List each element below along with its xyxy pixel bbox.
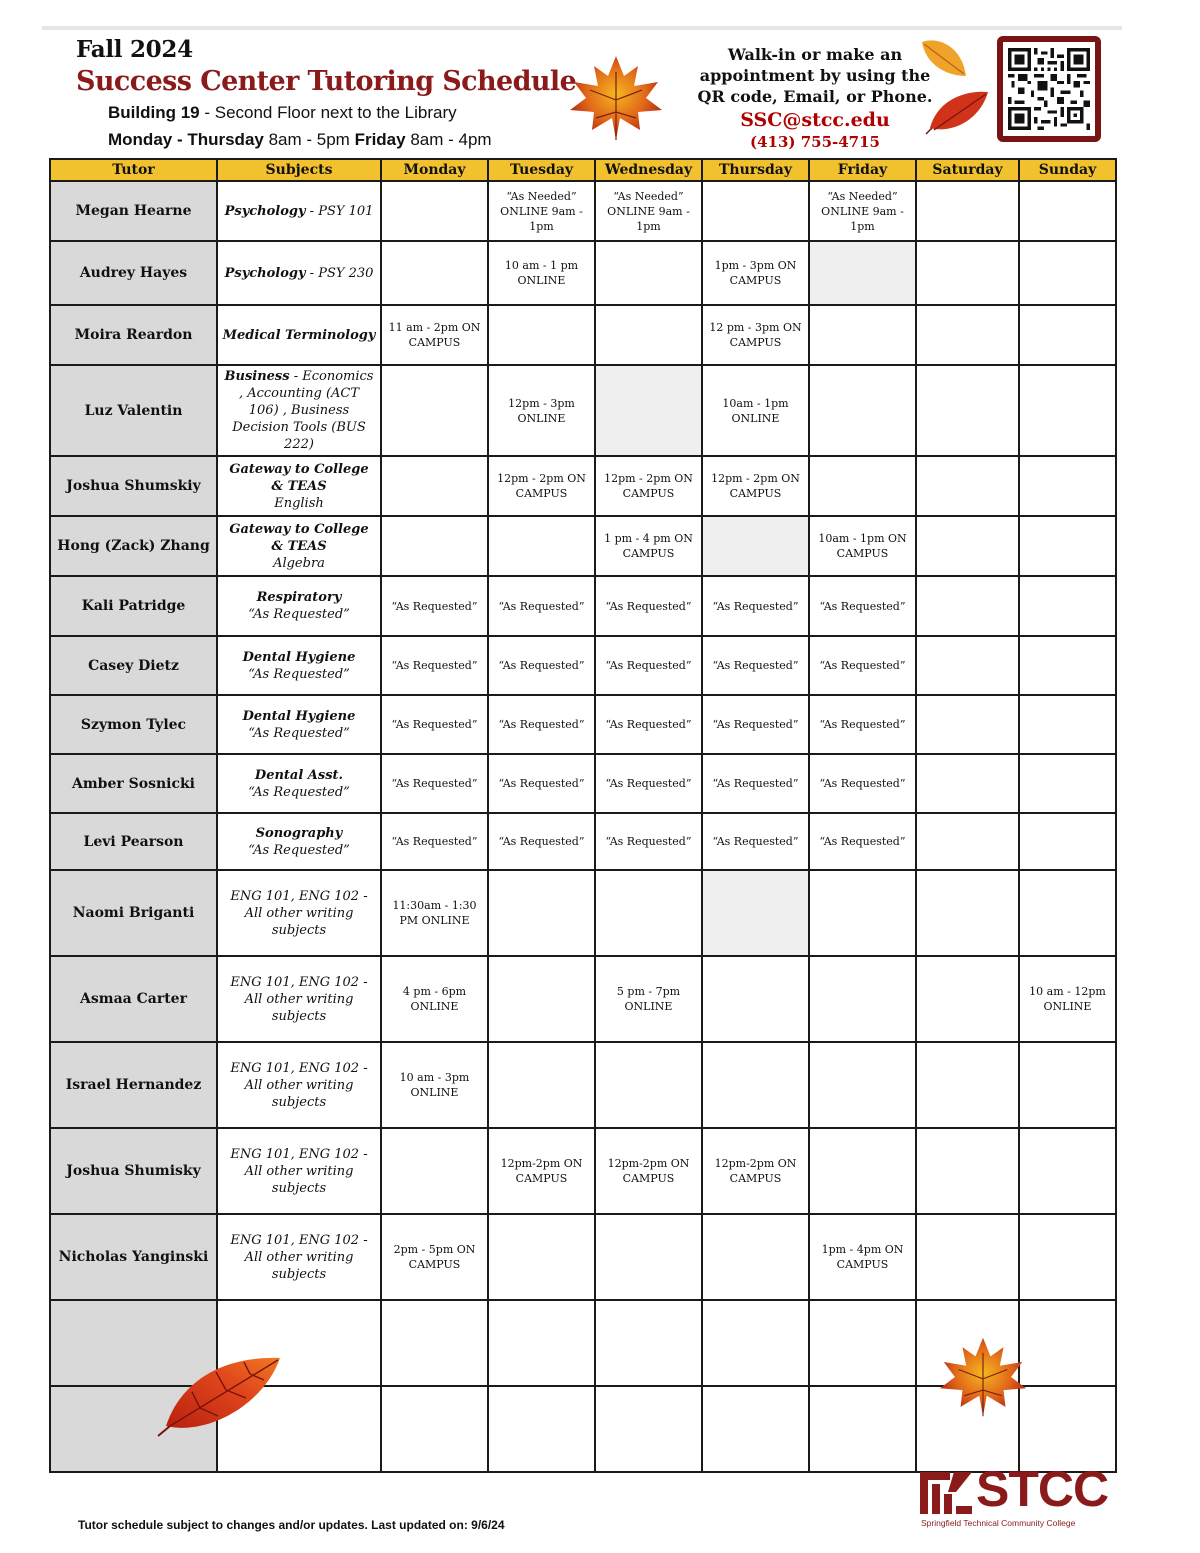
slot-tuesday: 10 am - 1 pm ONLINE <box>488 241 595 305</box>
slot-friday <box>809 956 916 1042</box>
slot-monday <box>381 1386 488 1472</box>
slot-thursday: “As Requested” <box>702 813 809 870</box>
contact-block <box>690 44 940 151</box>
tutor-name: Luz Valentin <box>50 365 217 456</box>
slot-monday: “As Requested” <box>381 754 488 813</box>
subject-detail: “As Requested” <box>248 607 350 622</box>
slot-tuesday <box>488 870 595 956</box>
slot-monday: “As Requested” <box>381 695 488 754</box>
slot-sunday <box>1019 181 1116 241</box>
slot-wednesday <box>595 1300 702 1386</box>
column-header-sunday: Sunday <box>1019 159 1116 181</box>
subject-title: Dental Hygiene <box>242 708 356 724</box>
schedule-table <box>49 158 1117 1473</box>
slot-monday <box>381 365 488 456</box>
slot-monday: 11:30am - 1:30 PM ONLINE <box>381 870 488 956</box>
slot-sunday <box>1019 754 1116 813</box>
table-row <box>50 956 1116 1042</box>
slot-tuesday <box>488 1300 595 1386</box>
slot-sunday <box>1019 870 1116 956</box>
slot-saturday <box>916 181 1019 241</box>
tutor-name: Kali Patridge <box>50 576 217 636</box>
maple-leaf-icon <box>936 1334 1030 1420</box>
hours-time-2: 8am - 4pm <box>405 130 492 149</box>
table-row <box>50 695 1116 754</box>
slot-tuesday: “As Requested” <box>488 754 595 813</box>
subject-cell <box>217 456 381 516</box>
slot-sunday <box>1019 813 1116 870</box>
slot-monday: “As Requested” <box>381 636 488 695</box>
slot-saturday <box>916 695 1019 754</box>
subject-title: Sonography <box>255 825 343 841</box>
column-header-thursday: Thursday <box>702 159 809 181</box>
table-row <box>50 870 1116 956</box>
slot-tuesday <box>488 956 595 1042</box>
slot-tuesday: “As Needed” ONLINE 9am - 1pm <box>488 181 595 241</box>
table-row <box>50 1214 1116 1300</box>
slot-monday: “As Requested” <box>381 576 488 636</box>
slot-wednesday <box>595 241 702 305</box>
contact-email[interactable]: SSC@stcc.edu <box>740 109 890 131</box>
subject-detail: - Economics , Accounting (ACT 106) , Business Decision Tools (BUS 222) <box>232 369 374 452</box>
subject-title: Medical Terminology <box>222 327 376 343</box>
slot-friday <box>809 1128 916 1214</box>
subject-title: Gateway to College & TEAS <box>229 461 369 494</box>
column-header-monday: Monday <box>381 159 488 181</box>
slot-saturday <box>916 365 1019 456</box>
slot-saturday <box>916 956 1019 1042</box>
slot-monday: 11 am - 2pm ON CAMPUS <box>381 305 488 365</box>
slot-saturday <box>916 636 1019 695</box>
slot-thursday: 10am - 1pm ONLINE <box>702 365 809 456</box>
column-header-friday: Friday <box>809 159 916 181</box>
slot-thursday: “As Requested” <box>702 576 809 636</box>
red-leaf-icon <box>924 88 992 136</box>
subject-cell <box>217 516 381 576</box>
subject-detail: - PSY 230 <box>305 265 374 281</box>
tutor-name: Amber Sosnicki <box>50 754 217 813</box>
slot-tuesday: “As Requested” <box>488 813 595 870</box>
slot-wednesday <box>595 305 702 365</box>
slot-sunday <box>1019 1300 1116 1386</box>
slot-sunday <box>1019 1214 1116 1300</box>
subject-cell <box>217 1214 381 1300</box>
slot-saturday <box>916 870 1019 956</box>
subject-cell <box>217 365 381 456</box>
table-row <box>50 181 1116 241</box>
slot-friday <box>809 305 916 365</box>
subject-title: Business <box>224 369 290 384</box>
contact-line-2: appointment by using the <box>699 66 931 85</box>
table-row <box>50 1042 1116 1128</box>
slot-tuesday <box>488 1042 595 1128</box>
tutor-name: Casey Dietz <box>50 636 217 695</box>
slot-friday <box>809 456 916 516</box>
column-header-tuesday: Tuesday <box>488 159 595 181</box>
tutor-name: Joshua Shumisky <box>50 1128 217 1214</box>
slot-tuesday <box>488 305 595 365</box>
location-building: Building 19 <box>108 103 200 122</box>
slot-wednesday: “As Requested” <box>595 636 702 695</box>
slot-monday: 2pm - 5pm ON CAMPUS <box>381 1214 488 1300</box>
slot-friday <box>809 365 916 456</box>
tutor-name: Levi Pearson <box>50 813 217 870</box>
subject-title: Gateway to College & TEAS <box>229 521 369 554</box>
slot-friday <box>809 870 916 956</box>
slot-wednesday: 1 pm - 4 pm ON CAMPUS <box>595 516 702 576</box>
slot-wednesday: 12pm - 2pm ON CAMPUS <box>595 456 702 516</box>
slot-wednesday <box>595 870 702 956</box>
slot-thursday: 12pm-2pm ON CAMPUS <box>702 1128 809 1214</box>
slot-wednesday <box>595 1386 702 1472</box>
slot-monday <box>381 516 488 576</box>
slot-thursday <box>702 516 809 576</box>
slot-thursday: “As Requested” <box>702 695 809 754</box>
slot-monday <box>381 456 488 516</box>
slot-wednesday: “As Needed” ONLINE 9am - 1pm <box>595 181 702 241</box>
slot-sunday <box>1019 1042 1116 1128</box>
tutor-name: Hong (Zack) Zhang <box>50 516 217 576</box>
slot-thursday <box>702 1386 809 1472</box>
logo-wordmark: STCC <box>976 1461 1109 1517</box>
tutor-name: Szymon Tylec <box>50 695 217 754</box>
slot-saturday <box>916 305 1019 365</box>
subject-cell <box>217 956 381 1042</box>
subject-detail: “As Requested” <box>248 842 350 858</box>
header-block <box>76 36 577 151</box>
slot-monday: “As Requested” <box>381 813 488 870</box>
slot-thursday <box>702 870 809 956</box>
location-detail: - Second Floor next to the Library <box>199 103 457 122</box>
yellow-leaf-icon <box>918 36 970 82</box>
slot-thursday <box>702 1042 809 1128</box>
tutor-name: Joshua Shumskiy <box>50 456 217 516</box>
subject-cell <box>217 754 381 813</box>
subject-title: Dental Asst. <box>254 767 344 783</box>
slot-sunday <box>1019 516 1116 576</box>
slot-tuesday: “As Requested” <box>488 636 595 695</box>
column-header-wednesday: Wednesday <box>595 159 702 181</box>
slot-friday: “As Requested” <box>809 636 916 695</box>
red-leaf-icon <box>156 1354 284 1438</box>
slot-saturday <box>916 813 1019 870</box>
slot-wednesday: “As Requested” <box>595 754 702 813</box>
slot-thursday <box>702 181 809 241</box>
table-header-row <box>50 159 1116 181</box>
subject-detail: English <box>274 495 324 511</box>
table-row <box>50 1128 1116 1214</box>
slot-tuesday: 12pm - 2pm ON CAMPUS <box>488 456 595 516</box>
slot-wednesday: “As Requested” <box>595 576 702 636</box>
subject-detail: - PSY 101 <box>305 203 374 219</box>
slot-sunday <box>1019 576 1116 636</box>
table-row <box>50 365 1116 456</box>
subject-detail: ENG 101, ENG 102 - All other writing subjects <box>230 888 368 938</box>
subject-cell <box>217 870 381 956</box>
subject-title: Psychology <box>224 265 306 281</box>
slot-sunday <box>1019 695 1116 754</box>
slot-monday: 10 am - 3pm ONLINE <box>381 1042 488 1128</box>
slot-thursday: 12 pm - 3pm ON CAMPUS <box>702 305 809 365</box>
subject-detail: ENG 101, ENG 102 - All other writing subjects <box>230 1146 368 1196</box>
page-title: Success Center Tutoring Schedule <box>76 66 577 97</box>
qr-code[interactable] <box>997 36 1101 142</box>
subject-title: Psychology <box>224 203 306 219</box>
contact-phone[interactable]: (413) 755-4715 <box>749 133 880 151</box>
hours-days-1: Monday - Thursday <box>108 130 264 149</box>
slot-sunday <box>1019 365 1116 456</box>
slot-wednesday: “As Requested” <box>595 695 702 754</box>
hours-days-2: Friday <box>354 130 406 149</box>
slot-saturday <box>916 576 1019 636</box>
subject-title: Dental Hygiene <box>242 649 356 665</box>
slot-saturday <box>916 241 1019 305</box>
subject-detail: ENG 101, ENG 102 - All other writing subjects <box>230 1232 368 1282</box>
slot-wednesday: 12pm-2pm ON CAMPUS <box>595 1128 702 1214</box>
subject-cell <box>217 636 381 695</box>
slot-friday: 10am - 1pm ON CAMPUS <box>809 516 916 576</box>
subject-detail: ENG 101, ENG 102 - All other writing subjects <box>230 974 368 1024</box>
slot-tuesday: 12pm-2pm ON CAMPUS <box>488 1128 595 1214</box>
table-row <box>50 754 1116 813</box>
slot-monday: 4 pm - 6pm ONLINE <box>381 956 488 1042</box>
location-line <box>108 102 556 124</box>
subject-cell <box>217 576 381 636</box>
table-row <box>50 813 1116 870</box>
slot-friday <box>809 1386 916 1472</box>
column-header-tutor: Tutor <box>50 159 217 181</box>
table-row <box>50 305 1116 365</box>
slot-saturday <box>916 516 1019 576</box>
subject-cell <box>217 813 381 870</box>
tutor-name: Megan Hearne <box>50 181 217 241</box>
subject-cell <box>217 241 381 305</box>
logo-college-name: Springfield Technical Community College <box>921 1518 1076 1528</box>
subject-detail: ENG 101, ENG 102 - All other writing subjects <box>230 1060 368 1110</box>
slot-thursday <box>702 956 809 1042</box>
hours-time-1: 8am - 5pm <box>263 130 355 149</box>
slot-tuesday: 12pm - 3pm ONLINE <box>488 365 595 456</box>
slot-friday: 1pm - 4pm ON CAMPUS <box>809 1214 916 1300</box>
slot-saturday <box>916 456 1019 516</box>
slot-sunday <box>1019 456 1116 516</box>
slot-tuesday: “As Requested” <box>488 576 595 636</box>
slot-monday <box>381 1128 488 1214</box>
tutor-name: Asmaa Carter <box>50 956 217 1042</box>
subject-cell <box>217 1128 381 1214</box>
subject-cell <box>217 305 381 365</box>
subject-title: Respiratory <box>256 590 342 605</box>
slot-wednesday: 5 pm - 7pm ONLINE <box>595 956 702 1042</box>
slot-tuesday <box>488 1214 595 1300</box>
slot-thursday: “As Requested” <box>702 754 809 813</box>
slot-wednesday <box>595 365 702 456</box>
subject-detail: “As Requested” <box>248 666 350 682</box>
subject-cell <box>217 695 381 754</box>
tutor-name: Audrey Hayes <box>50 241 217 305</box>
slot-saturday <box>916 754 1019 813</box>
hours-line <box>108 129 556 151</box>
tutor-name: Naomi Briganti <box>50 870 217 956</box>
slot-tuesday: “As Requested” <box>488 695 595 754</box>
slot-friday: “As Requested” <box>809 695 916 754</box>
slot-thursday <box>702 1214 809 1300</box>
slot-saturday <box>916 1128 1019 1214</box>
slot-sunday <box>1019 1128 1116 1214</box>
slot-monday <box>381 181 488 241</box>
contact-line-1: Walk-in or make an <box>727 45 903 64</box>
subject-detail: Algebra <box>273 555 325 571</box>
slot-thursday: “As Requested” <box>702 636 809 695</box>
slot-thursday <box>702 1300 809 1386</box>
column-header-subjects: Subjects <box>217 159 381 181</box>
subject-detail: “As Requested” <box>248 725 350 741</box>
table-row <box>50 636 1116 695</box>
slot-monday <box>381 1300 488 1386</box>
table-row <box>50 456 1116 516</box>
slot-friday <box>809 1300 916 1386</box>
slot-saturday <box>916 1214 1019 1300</box>
slot-tuesday <box>488 1386 595 1472</box>
footer-note: Tutor schedule subject to changes and/or updates. Last updated on: 9/6/24 <box>78 1518 505 1532</box>
maple-leaf-icon <box>566 52 666 144</box>
slot-tuesday <box>488 516 595 576</box>
table-row <box>50 516 1116 576</box>
slot-sunday <box>1019 241 1116 305</box>
slot-wednesday <box>595 1042 702 1128</box>
slot-saturday <box>916 1042 1019 1128</box>
contact-line-3: QR code, Email, or Phone. <box>697 87 933 106</box>
slot-wednesday: “As Requested” <box>595 813 702 870</box>
slot-friday: “As Requested” <box>809 754 916 813</box>
subject-detail: “As Requested” <box>248 784 350 800</box>
slot-friday: “As Needed” ONLINE 9am - 1pm <box>809 181 916 241</box>
slot-thursday: 1pm - 3pm ON CAMPUS <box>702 241 809 305</box>
slot-sunday <box>1019 636 1116 695</box>
subject-cell <box>217 1042 381 1128</box>
column-header-saturday: Saturday <box>916 159 1019 181</box>
subject-cell <box>217 181 381 241</box>
stcc-logo <box>918 1461 1109 1532</box>
slot-wednesday <box>595 1214 702 1300</box>
stcc-logo-mark-icon <box>920 1472 972 1514</box>
tutor-name: Nicholas Yanginski <box>50 1214 217 1300</box>
slot-friday: “As Requested” <box>809 813 916 870</box>
slot-sunday: 10 am - 12pm ONLINE <box>1019 956 1116 1042</box>
slot-friday <box>809 241 916 305</box>
slot-friday <box>809 1042 916 1128</box>
slot-sunday <box>1019 305 1116 365</box>
term-label: Fall 2024 <box>76 36 193 63</box>
qr-code-icon <box>1008 47 1090 131</box>
tutor-name: Israel Hernandez <box>50 1042 217 1128</box>
table-row <box>50 576 1116 636</box>
table-row <box>50 241 1116 305</box>
tutor-name: Moira Reardon <box>50 305 217 365</box>
slot-thursday: 12pm - 2pm ON CAMPUS <box>702 456 809 516</box>
slot-monday <box>381 241 488 305</box>
slot-friday: “As Requested” <box>809 576 916 636</box>
top-divider <box>42 26 1122 30</box>
